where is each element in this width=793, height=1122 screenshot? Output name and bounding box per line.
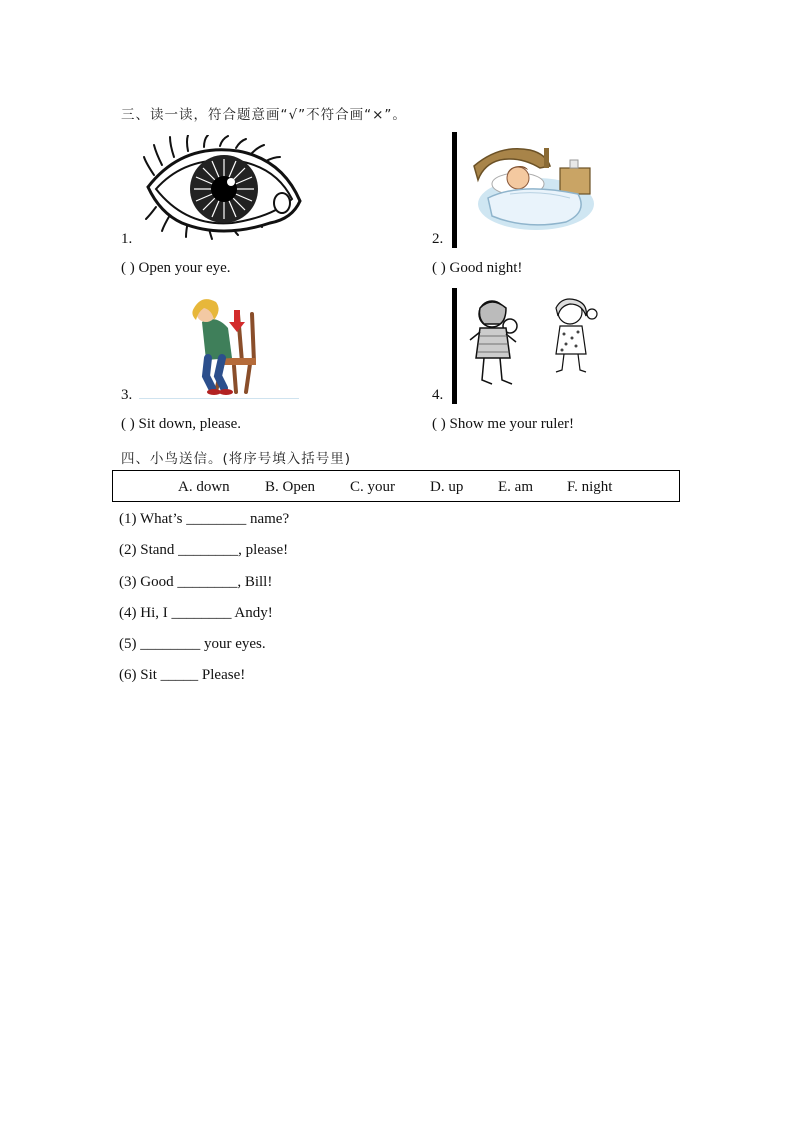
two-girls-image	[466, 296, 606, 394]
question-2: (2) Stand ________, please!	[119, 542, 289, 558]
item-1-number: 1.	[121, 231, 133, 247]
option-f: F. night	[567, 479, 613, 495]
question-3: (3) Good ________, Bill!	[119, 574, 273, 590]
item-1-answer: ( ) Open your eye.	[121, 260, 231, 276]
section-3-heading: 三、读一读，符合题意画“√”不符合画“×”。	[121, 107, 407, 123]
section-4-heading: 四、小鸟送信。(将序号填入括号里)	[121, 451, 352, 467]
question-6: (6) Sit _____ Please!	[119, 667, 246, 683]
item-3-answer: ( ) Sit down, please.	[121, 416, 241, 432]
boy-in-bed-image	[470, 142, 595, 232]
option-a: A. down	[178, 479, 230, 495]
item-4-number: 4.	[432, 387, 444, 403]
item-2-number: 2.	[432, 231, 444, 247]
option-e: E. am	[498, 479, 533, 495]
word-options-box	[112, 470, 680, 502]
option-b: B. Open	[265, 479, 315, 495]
girl-sitting-on-chair-image	[182, 292, 262, 400]
item-3-number: 3.	[121, 387, 133, 403]
item-4-divider-bar	[452, 288, 457, 404]
item-2-answer: ( ) Good night!	[432, 260, 523, 276]
option-c: C. your	[350, 479, 395, 495]
item-4-answer: ( ) Show me your ruler!	[432, 416, 575, 432]
item-3-baseline	[139, 398, 299, 399]
item-2-divider-bar	[452, 132, 457, 248]
option-d: D. up	[430, 479, 464, 495]
eye-image	[142, 135, 304, 243]
question-1: (1) What’s ________ name?	[119, 511, 290, 527]
question-5: (5) ________ your eyes.	[119, 636, 266, 652]
question-4: (4) Hi, I ________ Andy!	[119, 605, 273, 621]
